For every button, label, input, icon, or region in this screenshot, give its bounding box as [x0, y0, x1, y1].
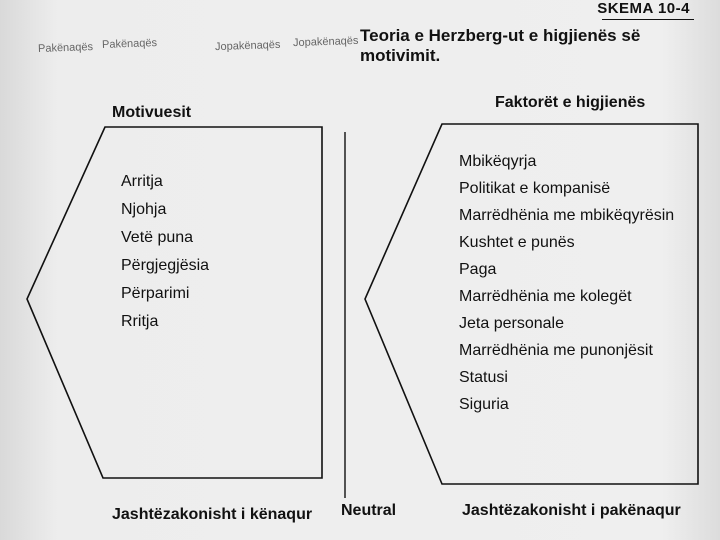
hygiene-item: Paga — [459, 261, 497, 278]
motivator-item: Njohja — [121, 201, 167, 218]
hygiene-item: Siguria — [459, 396, 509, 413]
motivator-item: Përgjegjësia — [121, 257, 210, 274]
faint-label-1: Pakënaqës — [101, 37, 158, 51]
scale-center-label: Neutral — [341, 502, 397, 519]
motivator-item: Arritja — [121, 173, 163, 190]
scale-right-label: Jashtëzakonisht i pakënaqur — [462, 502, 681, 519]
hygiene-list — [459, 148, 674, 418]
hygiene-heading: Faktorët e higjienës — [495, 94, 646, 111]
faint-label-2: Jopakënaqës — [214, 38, 281, 54]
hygiene-item: Statusi — [459, 369, 508, 386]
faint-label-3: Jopakënaqës — [292, 34, 359, 50]
motivators-heading: Motivuesit — [112, 104, 192, 121]
hygiene-item: Politikat e kompanisë — [459, 180, 611, 197]
diagram-title: Teoria e Herzberg-ut e higjienës së motivimit. — [360, 26, 641, 65]
motivator-item: Vetë puna — [121, 229, 194, 246]
hygiene-item: Marrëdhënia me punonjësit — [459, 342, 653, 359]
motivators-list — [121, 168, 209, 336]
schema-label: SKEMA 10-4 — [597, 0, 690, 17]
motivator-item: Rritja — [121, 313, 159, 330]
hygiene-item: Jeta personale — [459, 315, 564, 332]
motivator-item: Përparimi — [121, 285, 190, 302]
hygiene-item: Kushtet e punës — [459, 234, 575, 251]
hygiene-item: Marrëdhënia me mbikëqyrësin — [459, 207, 675, 224]
hygiene-item: Marrëdhënia me kolegët — [459, 288, 632, 305]
faint-label-4: Pakënaqës — [37, 41, 94, 55]
scale-left-label: Jashtëzakonisht i kënaqur — [112, 506, 313, 523]
hygiene-item: Mbikëqyrja — [459, 153, 537, 170]
